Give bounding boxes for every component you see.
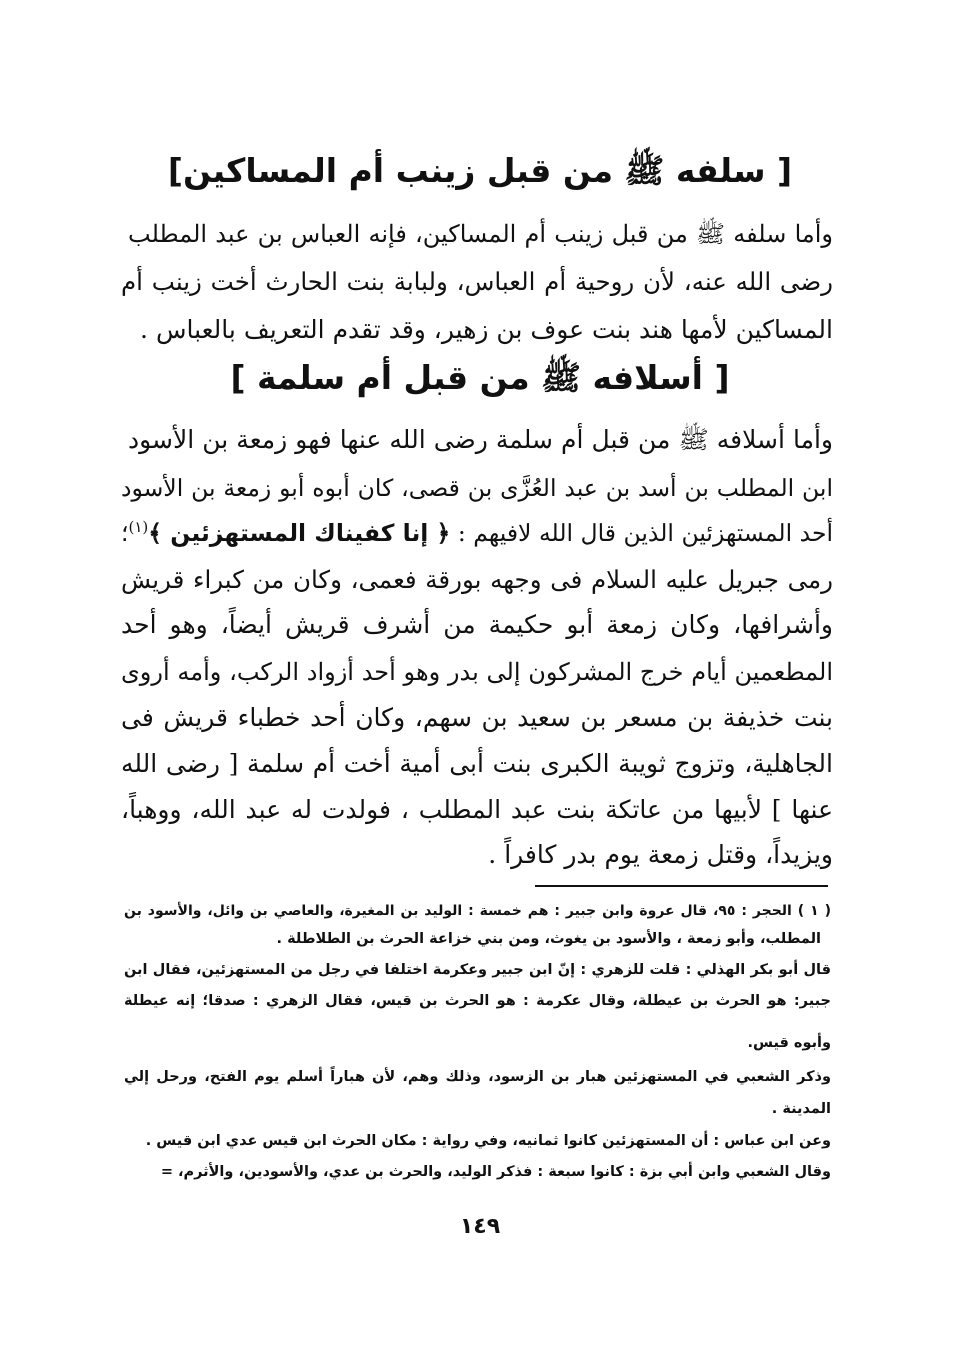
footnote-line: جبير: هو الحرث بن عيطلة، وقال عكرمة : هو الحرث بن قيس، فقال الزهري : صدقا؛ إنه عيطلة <box>124 993 831 1009</box>
section-heading-zaynab: [ سلفه ﷺ من قبل زينب أم المساكين] <box>167 151 793 190</box>
body-line: المساكين لأمها هند بنت عوف بن زهير، وقد تقدم التعريف بالعباس . <box>140 315 833 344</box>
footnote-divider <box>535 885 828 887</box>
body-text: ؛ <box>121 519 129 547</box>
footnote-line: وقال الشعبي وابن أبي بزة : كانوا سبعة : فذكر الوليد، والحرث بن عدي، والأسودين، والأثرم، = <box>160 1164 831 1180</box>
footnote-line: قال أبو بكر الهذلي : قلت للزهري : إنّ ابن جبير وعكرمة اختلفا في رجل من المستهزئين، فقال ابن <box>124 962 831 978</box>
footnote-line: وذكر الشعبي في المستهزئين هبار بن الزسود، وذلك وهم، لأن هباراً أسلم يوم الفتح، ورحل إلي <box>124 1069 831 1085</box>
body-line: الجاهلية، وتزوج ثويبة الكبرى بنت أبى أمية أخت أم سلمة [ رضى الله <box>121 749 833 778</box>
body-line: رضى الله عنه، لأن روحية أم العباس، ولبابة بنت الحارث أخت زينب أم <box>121 267 833 296</box>
quran-quote: ﴿ إنا كفيناك المستهزئين ﴾ <box>148 519 451 547</box>
body-line: رمى جبريل عليه السلام فى وجهه بورقة فعمى، وكان من كبراء قريش <box>121 565 833 594</box>
section-heading-umm-salama: [ أسلافه ﷺ من قبل أم سلمة ] <box>230 358 730 397</box>
footnote-line: ( ١ ) الحجر : ٩٥، قال عروة وابن جبير : هم خمسة : الوليد بن المغيرة، والعاصي بن وائل، والأسود بن <box>124 903 831 919</box>
body-line: وأما سلفه ﷺ من قبل زينب أم المساكين، فإنه العباس بن عبد المطلب <box>128 220 833 248</box>
page-number: ١٤٩ <box>459 1214 501 1239</box>
footnote-line: وأبوه قيس. <box>747 1035 831 1051</box>
body-line: وأشرافها، وكان زمعة أبو حكيمة من أشرف قريش أيضاً، وهو أحد <box>121 610 833 639</box>
body-text: أحد المستهزئين الذين قال الله لافيهم : <box>457 519 833 547</box>
footnote-marker: (١) <box>128 518 149 537</box>
body-line: ويزيداً، وقتل زمعة يوم بدر كافراً . <box>488 840 833 869</box>
footnote-line: وعن ابن عباس : أن المستهزئين كانوا ثمانيه، وفي رواية : مكان الحرث ابن قيس عدي ابن قيس . <box>145 1133 831 1149</box>
body-line: عنها ] لأبيها من عاتكة بنت عبد المطلب ، فولدت له عبد الله، ووهباً، <box>121 795 833 824</box>
body-line: ابن المطلب بن أسد بن عبد العُزَّى بن قصى، كان أبوه أبو زمعة بن الأسود <box>121 474 833 502</box>
body-line: وأما أسلافه ﷺ من قبل أم سلمة رضى الله عنها فهو زمعة بن الأسود <box>128 425 833 454</box>
footnote-line: المدينة . <box>771 1101 831 1117</box>
body-line: بنت خذيفة بن مسعر بن سعيد بن سهم، وكان أحد خطباء قريش فى <box>121 703 833 732</box>
body-line-with-quran-quote <box>121 513 833 553</box>
footnote-line: المطلب، وأبو زمعة ، والأسود بن يغوث، ومن بني خزاعة الحرث بن الطلاطلة . <box>276 931 821 947</box>
body-line: المطعمين أيام خرج المشركون إلى بدر وهو أحد أزواد الركب، وأمه أروى <box>121 658 833 686</box>
